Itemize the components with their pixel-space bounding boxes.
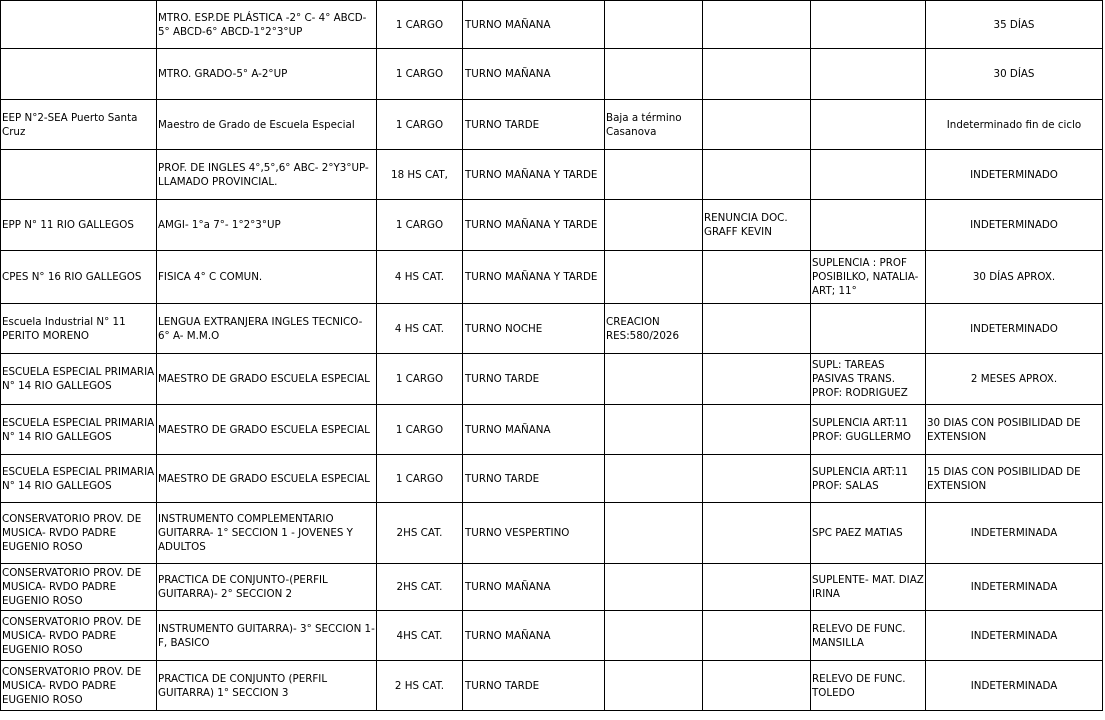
load-cell: 1 CARGO [377, 354, 463, 405]
table-row [1, 49, 1103, 100]
cause-cell [605, 150, 703, 200]
position-cell: MAESTRO DE GRADO ESCUELA ESPECIAL [157, 405, 377, 455]
load-cell: 2HS CAT. [377, 564, 463, 611]
table-row [1, 1, 1103, 49]
renuncia-cell [703, 251, 811, 304]
load-cell: 4HS CAT. [377, 611, 463, 661]
renuncia-cell [703, 661, 811, 711]
duration-cell: INDETERMINADO [926, 200, 1103, 251]
renuncia-cell [703, 354, 811, 405]
renuncia-cell [703, 100, 811, 150]
school-cell: ESCUELA ESPECIAL PRIMARIA N° 14 RIO GALLEGOS [1, 455, 157, 503]
position-cell: PRACTICA DE CONJUNTO-(PERFIL GUITARRA)- 2° SECCION 2 [157, 564, 377, 611]
suplencia-cell: SUPLENCIA ART:11 PROF: GUGLLERMO [811, 405, 926, 455]
position-cell: AMGI- 1°a 7°- 1°2°3°UP [157, 200, 377, 251]
table-row [1, 564, 1103, 611]
suplencia-cell: SUPLENCIA ART:11 PROF: SALAS [811, 455, 926, 503]
school-cell [1, 150, 157, 200]
table-row [1, 661, 1103, 711]
position-cell: MAESTRO DE GRADO ESCUELA ESPECIAL [157, 354, 377, 405]
school-cell: EPP N° 11 RIO GALLEGOS [1, 200, 157, 251]
suplencia-cell [811, 150, 926, 200]
shift-cell: TURNO TARDE [463, 661, 605, 711]
table-row [1, 304, 1103, 354]
school-cell [1, 49, 157, 100]
cause-cell [605, 661, 703, 711]
shift-cell: TURNO TARDE [463, 354, 605, 405]
load-cell: 1 CARGO [377, 49, 463, 100]
cause-cell [605, 455, 703, 503]
duration-cell: Indeterminado fin de ciclo [926, 100, 1103, 150]
cause-cell [605, 200, 703, 251]
load-cell: 1 CARGO [377, 200, 463, 251]
position-cell: PRACTICA DE CONJUNTO (PERFIL GUITARRA) 1° SECCION 3 [157, 661, 377, 711]
shift-cell: TURNO MAÑANA [463, 564, 605, 611]
cause-cell [605, 611, 703, 661]
school-cell: CONSERVATORIO PROV. DE MUSICA- RVDO PADRE EUGENIO ROSO [1, 564, 157, 611]
duration-cell: INDETERMINADA [926, 611, 1103, 661]
renuncia-cell [703, 304, 811, 354]
suplencia-cell [811, 1, 926, 49]
shift-cell: TURNO MAÑANA [463, 405, 605, 455]
duration-cell: INDETERMINADA [926, 503, 1103, 564]
duration-cell: 30 DÍAS [926, 49, 1103, 100]
duration-cell: 2 MESES APROX. [926, 354, 1103, 405]
load-cell: 1 CARGO [377, 455, 463, 503]
suplencia-cell: SPC PAEZ MATIAS [811, 503, 926, 564]
shift-cell: TURNO TARDE [463, 455, 605, 503]
shift-cell: TURNO MAÑANA Y TARDE [463, 150, 605, 200]
load-cell: 1 CARGO [377, 100, 463, 150]
cause-cell: CREACION RES:580/2026 [605, 304, 703, 354]
cause-cell [605, 564, 703, 611]
school-cell: CONSERVATORIO PROV. DE MUSICA- RVDO PADRE EUGENIO ROSO [1, 611, 157, 661]
table-body [1, 1, 1103, 711]
renuncia-cell [703, 49, 811, 100]
table-row [1, 200, 1103, 251]
shift-cell: TURNO NOCHE [463, 304, 605, 354]
school-cell: EEP N°2-SEA Puerto Santa Cruz [1, 100, 157, 150]
shift-cell: TURNO MAÑANA [463, 1, 605, 49]
table-row [1, 150, 1103, 200]
cause-cell [605, 354, 703, 405]
cause-cell [605, 405, 703, 455]
school-cell [1, 1, 157, 49]
load-cell: 1 CARGO [377, 1, 463, 49]
renuncia-cell [703, 503, 811, 564]
duration-cell: INDETERMINADO [926, 150, 1103, 200]
position-cell: MAESTRO DE GRADO ESCUELA ESPECIAL [157, 455, 377, 503]
renuncia-cell [703, 611, 811, 661]
load-cell: 2HS CAT. [377, 503, 463, 564]
position-cell: MTRO. ESP.DE PLÁSTICA -2° C- 4° ABCD-5° ABCD-6° ABCD-1°2°3°UP [157, 1, 377, 49]
table-row [1, 503, 1103, 564]
table-row [1, 405, 1103, 455]
load-cell: 4 HS CAT. [377, 304, 463, 354]
position-cell: PROF. DE INGLES 4°,5°,6° ABC- 2°Y3°UP- LLAMADO PROVINCIAL. [157, 150, 377, 200]
duration-cell: 30 DIAS CON POSIBILIDAD DE EXTENSION [926, 405, 1103, 455]
renuncia-cell [703, 455, 811, 503]
renuncia-cell [703, 405, 811, 455]
school-cell: Escuela Industrial N° 11 PERITO MORENO [1, 304, 157, 354]
load-cell: 1 CARGO [377, 405, 463, 455]
cause-cell [605, 503, 703, 564]
duration-cell: INDETERMINADO [926, 304, 1103, 354]
load-cell: 2 HS CAT. [377, 661, 463, 711]
suplencia-cell: RELEVO DE FUNC. MANSILLA [811, 611, 926, 661]
shift-cell: TURNO MAÑANA Y TARDE [463, 200, 605, 251]
suplencia-cell: SUPLENTE- MAT. DIAZ IRINA [811, 564, 926, 611]
renuncia-cell [703, 150, 811, 200]
school-cell: CONSERVATORIO PROV. DE MUSICA- RVDO PADRE EUGENIO ROSO [1, 661, 157, 711]
position-cell: INSTRUMENTO COMPLEMENTARIO GUITARRA- 1° SECCION 1 - JOVENES Y ADULTOS [157, 503, 377, 564]
suplencia-cell [811, 49, 926, 100]
duration-cell: 15 DIAS CON POSIBILIDAD DE EXTENSION [926, 455, 1103, 503]
position-cell: INSTRUMENTO GUITARRA)- 3° SECCION 1- F, BASICO [157, 611, 377, 661]
duration-cell: INDETERMINADA [926, 564, 1103, 611]
cause-cell [605, 49, 703, 100]
school-cell: ESCUELA ESPECIAL PRIMARIA N° 14 RIO GALLEGOS [1, 354, 157, 405]
position-cell: MTRO. GRADO-5° A-2°UP [157, 49, 377, 100]
suplencia-cell [811, 100, 926, 150]
load-cell: 4 HS CAT. [377, 251, 463, 304]
table-row [1, 251, 1103, 304]
duration-cell: 35 DÍAS [926, 1, 1103, 49]
shift-cell: TURNO MAÑANA [463, 49, 605, 100]
load-cell: 18 HS CAT, [377, 150, 463, 200]
school-cell: CPES N° 16 RIO GALLEGOS [1, 251, 157, 304]
shift-cell: TURNO MAÑANA [463, 611, 605, 661]
renuncia-cell: RENUNCIA DOC. GRAFF KEVIN [703, 200, 811, 251]
position-cell: LENGUA EXTRANJERA INGLES TECNICO- 6° A- M.M.O [157, 304, 377, 354]
renuncia-cell [703, 1, 811, 49]
shift-cell: TURNO TARDE [463, 100, 605, 150]
shift-cell: TURNO MAÑANA Y TARDE [463, 251, 605, 304]
position-cell: Maestro de Grado de Escuela Especial [157, 100, 377, 150]
cause-cell [605, 1, 703, 49]
school-cell: CONSERVATORIO PROV. DE MUSICA- RVDO PADRE EUGENIO ROSO [1, 503, 157, 564]
suplencia-cell [811, 200, 926, 251]
table-row [1, 100, 1103, 150]
suplencia-cell: SUPLENCIA : PROF POSIBILKO, NATALIA- ART; 11° [811, 251, 926, 304]
shift-cell: TURNO VESPERTINO [463, 503, 605, 564]
duration-cell: INDETERMINADA [926, 661, 1103, 711]
renuncia-cell [703, 564, 811, 611]
suplencia-cell: RELEVO DE FUNC. TOLEDO [811, 661, 926, 711]
suplencia-cell [811, 304, 926, 354]
table-row [1, 611, 1103, 661]
cause-cell [605, 251, 703, 304]
school-cell: ESCUELA ESPECIAL PRIMARIA N° 14 RIO GALLEGOS [1, 405, 157, 455]
cause-cell: Baja a término Casanova [605, 100, 703, 150]
position-cell: FISICA 4° C COMUN. [157, 251, 377, 304]
suplencia-cell: SUPL: TAREAS PASIVAS TRANS. PROF: RODRIGUEZ [811, 354, 926, 405]
duration-cell: 30 DÍAS APROX. [926, 251, 1103, 304]
table-row [1, 455, 1103, 503]
table-row [1, 354, 1103, 405]
